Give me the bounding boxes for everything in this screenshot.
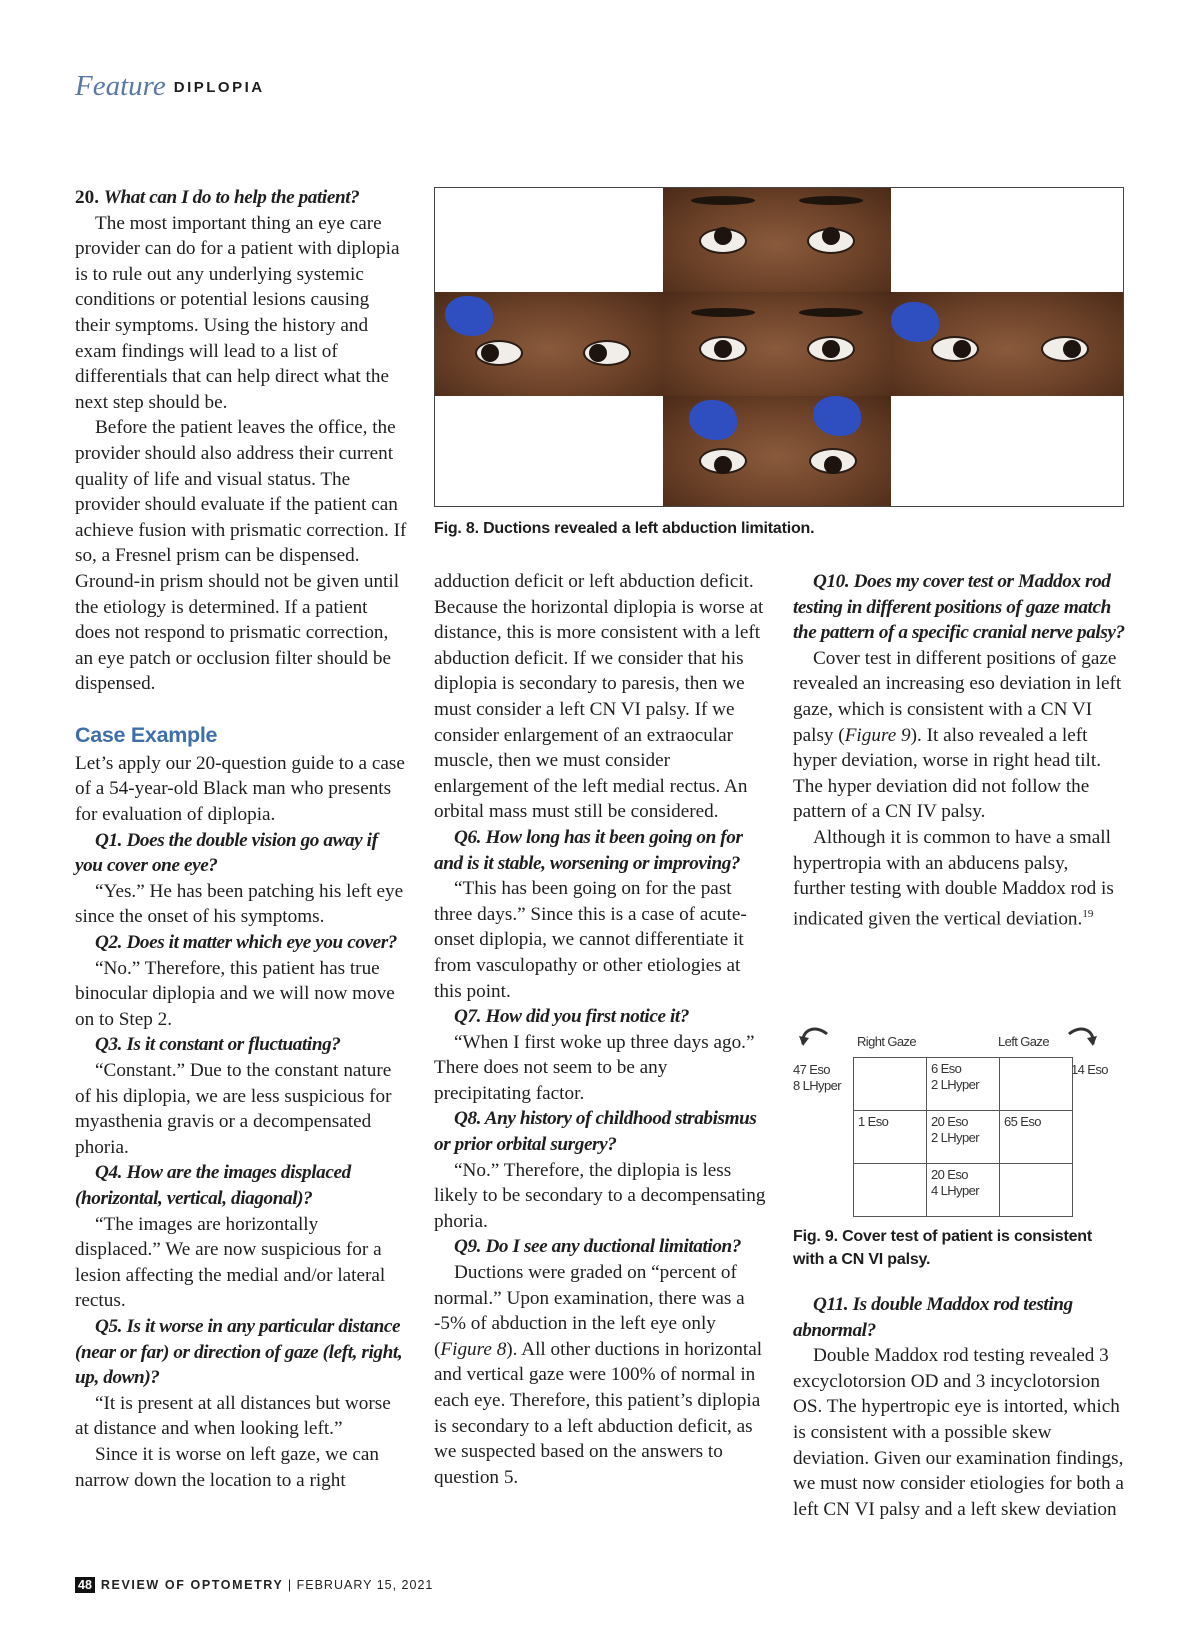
page-number: 48 [75,1577,95,1593]
column-3 [793,569,1125,932]
grid-cell: 20 Eso 4 LHyper [927,1164,1000,1217]
answer-2: “No.” Therefore, this patient has true binocular diplopia and we will now move on to Step 2. [75,957,395,1030]
grid-cell: 20 Eso 2 LHyper [927,1111,1000,1164]
question-9: Q9. Do I see any ductional limitation? [454,1236,742,1258]
footer-separator: | [287,1578,293,1592]
column-1 [75,185,407,1493]
question-20 [75,185,407,211]
grid-cell [1000,1058,1073,1111]
question-1: Q1. Does the double vision go away if you cover one eye? [75,829,378,877]
right-gaze-photo [435,292,663,396]
right-tilt-hyper: 8 LHyper [793,1078,841,1093]
figure-8-image [434,187,1124,507]
paragraph: The most important thing an eye care provider can do for a patient with diplopia is to rule out any underlying systemic conditions or potential lesions causing their symptoms. Using the history and exam findings will lead to a list of differentials that can help direct what the next step should be. [75,212,400,413]
upgaze-photo [663,188,891,292]
question-2: Q2. Does it matter which eye you cover? [95,932,398,954]
question-4: Q4. How are the images displaced (horizontal, vertical, diagonal)? [75,1162,351,1209]
figure-9-diagram [793,1022,1123,1197]
case-example-heading: Case Example [75,722,218,747]
column-2 [434,569,766,1490]
question-5: Q5. Is it worse in any particular distance (near or far) or direction of gaze (left, right, up, down)? [75,1315,403,1389]
paragraph [793,825,1125,932]
column-3-continued [793,1292,1125,1522]
head-tilt-right-arrow-icon [797,1022,833,1048]
issue-date: FEBRUARY 15, 2021 [296,1578,434,1592]
grid-cell: 65 Eso [1000,1111,1073,1164]
paragraph: Since it is worse on left gaze, we can narrow down the location to a right [75,1443,379,1491]
section-label: DIPLOPIA [173,79,265,96]
primary-gaze-photo [663,292,891,396]
figure-9-caption: Fig. 9. Cover test of patient is consistent with a CN VI palsy. [793,1228,1093,1268]
question-11: Q11. Is double Maddox rod testing abnormal? [793,1294,1073,1341]
answer-9-text-cont: ). All other ductions in horizontal and vertical gaze were 100% of normal in each eye. Therefore, this patient’s diplopia is secondary to a left abduction deficit, as we suspected based on the answers to question 5. [434,1338,763,1488]
citation-reference: 19 [1082,907,1094,920]
figure-8-reference: Figure 8 [440,1338,507,1360]
figure-9-reference: Figure 9 [844,724,911,746]
answer-1: “Yes.” He has been patching his left eye since the onset of his symptoms. [75,880,404,928]
grid-cell [854,1058,927,1111]
grid-cell [1000,1164,1073,1217]
page-footer [75,1577,433,1593]
left-tilt-measure: 14 Eso [1071,1062,1108,1077]
right-tilt-measure: 47 Eso [793,1062,830,1077]
answer-10-text: Cover test in different positions of gaze revealed an increasing eso deviation in left gaze, which is consistent with a CN VI palsy ( [793,647,1122,746]
grid-cell: 1 Eso [854,1111,927,1164]
left-gaze-label: Left Gaze [998,1034,1049,1049]
answer-10 [793,646,1125,825]
left-gaze-photo [891,292,1123,396]
grid-cell: 6 Eso 2 LHyper [927,1058,1000,1111]
answer-9 [434,1260,766,1490]
question-3: Q3. Is it constant or fluctuating? [95,1034,341,1056]
paragraph: Let’s apply our 20-question guide to a case of a 54-year-old Black man who presents for evaluation of diplopia. [75,752,405,826]
answer-10-text-cont: ). It also revealed a left hyper deviation, worse in right head tilt. The hyper deviation did not follow the pattern of a CN IV palsy. [793,724,1101,823]
answer-4: “The images are horizontally displaced.” We are now suspicious for a lesion affecting the medial and/or lateral rectus. [75,1213,386,1312]
downgaze-photo [663,396,891,506]
question-8: Q8. Any history of childhood strabismus or prior orbital surgery? [434,1108,757,1156]
paragraph: adduction deficit or left abduction deficit. Because the horizontal diplopia is worse at distance, this is more consistent with a left abduction deficit. If we consider that his diplopia is secondary to paresis, then we must consider a left CN VI palsy. If we consider enlargement of an extraocular muscle, then we must consider enlargement of the left medial rectus. An orbital mass must still be considered. [434,571,764,823]
question-number: 20. [75,187,99,208]
question-6: Q6. How long has it been going on for and is it stable, worsening or improving? [434,826,743,874]
feature-label: Feature [75,70,166,102]
answer-3: “Constant.” Due to the constant nature of his diplopia, we are less suspicious for myasthenia gravis or a decompensated phoria. [75,1060,392,1158]
right-gaze-label: Right Gaze [857,1034,917,1049]
figure-8-caption: Fig. 8. Ductions revealed a left abduction limitation. [434,520,815,537]
answer-8: “No.” Therefore, the diplopia is less likely to be secondary to a decompensating phoria. [434,1159,766,1232]
question-7: Q7. How did you first notice it? [454,1006,690,1028]
running-header [75,70,265,103]
answer-6: “This has been going on for the past three days.” Since this is a case of acute-onset diplopia, we cannot differentiate it from vasculopathy or other etiologies at this point. [434,878,747,1002]
answer-5: “It is present at all distances but worse at distance and when looking left.” [75,1392,391,1440]
paragraph-text: Although it is common to have a small hypertropia with an abducens palsy, further testing with double Maddox rod is indicated given the vertical deviation. [793,826,1114,930]
head-tilt-left-arrow-icon [1063,1022,1099,1048]
question-10: Q10. Does my cover test or Maddox rod testing in different positions of gaze match the pattern of a specific cranial nerve palsy? [793,571,1125,644]
publication-name: REVIEW OF OPTOMETRY [100,1578,284,1592]
grid-cell [854,1164,927,1217]
question-20-text: What can I do to help the patient? [103,187,360,208]
answer-9-text: Ductions were graded on “percent of normal.” Upon examination, there was a -5% of abduction in the left eye only ( [434,1262,745,1360]
cover-test-grid [853,1057,1073,1217]
paragraph: Before the patient leaves the office, the provider should also address their current quality of life and visual status. The provider should evaluate if the patient can achieve fusion with prismatic correction. If so, a Fresnel prism can be dispensed. Ground-in prism should not be given until the etiology is determined. If a patient does not respond to prismatic correction, an eye patch or occlusion filter should be dispensed. [75,417,407,695]
answer-7: “When I first woke up three days ago.” There does not seem to be any precipitating factor. [434,1031,755,1104]
answer-11: Double Maddox rod testing revealed 3 excyclotorsion OD and 3 incyclotorsion OS. The hypertropic eye is intorted, which is consistent with a possible skew deviation. Given our examination findings, we must now consider etiologies for both a left CN VI palsy and a left skew deviation [793,1345,1124,1520]
